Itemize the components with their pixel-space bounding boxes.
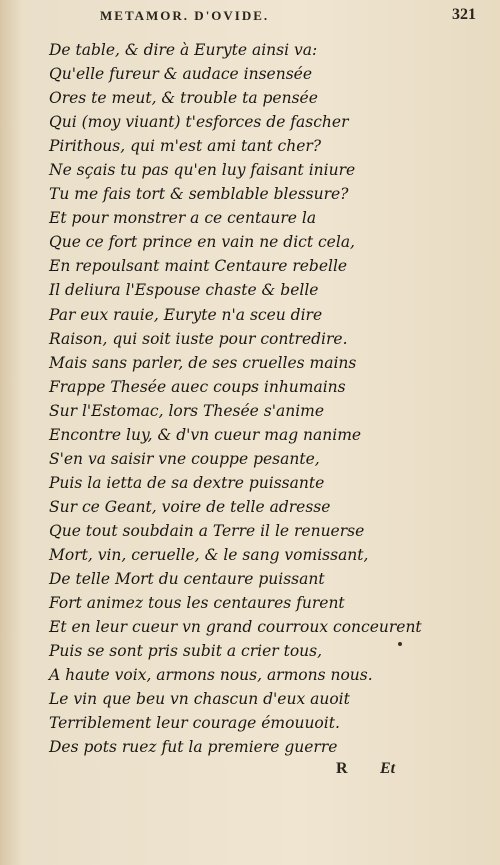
- running-head: METAMOR. D'OVIDE.: [100, 8, 270, 23]
- verse-line: De table, & dire à Euryte ainsi va:: [49, 41, 318, 59]
- verse-line: En repoulsant maint Centaure rebelle: [49, 257, 348, 276]
- verse-line: Frappe Thesée auec coups inhumains: [49, 377, 346, 396]
- verse-line: Ores te meut, & trouble ta pensée: [49, 89, 318, 108]
- verse-line: Et pour monstrer a ce centaure la: [49, 209, 317, 228]
- verse-block: [49, 38, 449, 759]
- ink-speck-mark: [398, 642, 402, 646]
- verse-line: Le vin que beu vn chascun d'eux auoit: [49, 690, 350, 709]
- verse-line: Sur l'Estomac, lors Thesée s'anime: [49, 401, 325, 420]
- verse-line: Par eux rauie, Euryte n'a sceu dire: [49, 305, 323, 324]
- verse-line: Qui (moy viuant) t'esforces de fascher: [49, 113, 349, 132]
- signature-mark: R: [336, 760, 348, 777]
- verse-line: S'en va saisir vne couppe pesante,: [49, 449, 320, 468]
- verse-line: De telle Mort du centaure puissant: [49, 570, 325, 589]
- verse-line: Qu'elle fureur & audace insensée: [49, 65, 313, 84]
- verse-line: Mort, vin, ceruelle, & le sang vomissant,: [49, 545, 369, 564]
- verse-line: Sur ce Geant, voire de telle adresse: [49, 497, 331, 516]
- verse-line: Que ce fort prince en vain ne dict cela,: [49, 233, 355, 252]
- verse-line: Tu me fais tort & semblable blessure?: [49, 185, 349, 204]
- verse-line: Que tout soubdain a Terre il le renuerse: [49, 521, 365, 540]
- verse-line: Puis se sont pris subit a crier tous,: [49, 642, 323, 661]
- verse-line: Encontre luy, & d'vn cueur mag nanime: [49, 425, 362, 444]
- verse-line: Raison, qui soit iuste pour contredire.: [49, 329, 348, 348]
- verse-line: Des pots ruez fut la premiere guerre: [49, 738, 338, 757]
- catchword: Et: [380, 760, 396, 777]
- verse-line: Mais sans parler, de ses cruelles mains: [49, 353, 357, 372]
- page-number: 321: [452, 6, 476, 23]
- verse-line: Puis la ietta de sa dextre puissante: [49, 473, 325, 492]
- verse-line: Ne sçais tu pas qu'en luy faisant iniure: [49, 161, 356, 180]
- verse-line: A haute voix, armons nous, armons nous.: [49, 666, 373, 685]
- verse-line: Fort animez tous les centaures furent: [49, 594, 345, 613]
- verse-line: Pirithous, qui m'est ami tant cher?: [49, 137, 322, 156]
- verse-line: Et en leur cueur vn grand courroux conceurent: [49, 618, 422, 637]
- verse-line: Il deliura l'Espouse chaste & belle: [49, 281, 319, 300]
- verse-line: Terriblement leur courage émouuoit.: [49, 714, 340, 733]
